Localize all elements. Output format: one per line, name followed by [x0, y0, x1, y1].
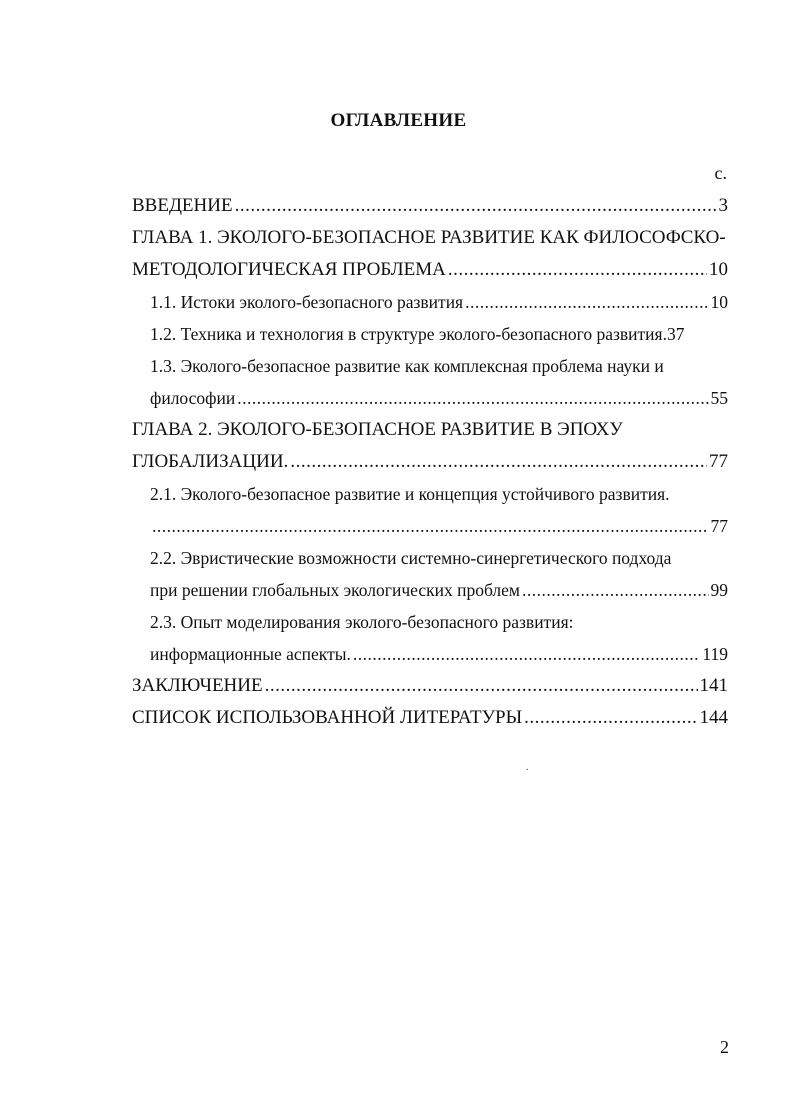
- toc-entry-section-2-2: [132, 542, 728, 574]
- toc-entry-page: 77: [709, 451, 728, 472]
- toc-entry-conclusion: [132, 670, 728, 702]
- toc-entry-chapter-1: [132, 222, 728, 254]
- toc-entry-text: 2.1. Эколого-безопасное развитие и концепция устойчивого развития.: [150, 484, 670, 504]
- toc-entry-section-1-3: [132, 350, 728, 382]
- toc-entry-chapter-1-cont: [132, 254, 728, 286]
- toc-entry-text-cont: МЕТОДОЛОГИЧЕСКАЯ ПРОБЛЕМА: [132, 259, 446, 280]
- page-title: ОГЛАВЛЕНИЕ: [330, 110, 467, 131]
- toc-entry-text-cont: информационные аспекты.: [150, 644, 351, 664]
- toc-entry-text: ЗАКЛЮЧЕНИЕ: [132, 675, 263, 696]
- toc-entry-section-2-3-cont: [132, 638, 728, 670]
- toc-entry-section-2-1: [132, 478, 728, 510]
- toc-entry-section-2-2-cont: [132, 574, 728, 606]
- toc-entry-text-cont: философии: [150, 388, 236, 408]
- toc-leader-dots: [237, 382, 708, 414]
- toc-entry-page: 119: [702, 644, 728, 664]
- toc-entry-page: 141: [699, 675, 728, 696]
- toc-entry-chapter-2-cont: [132, 446, 728, 478]
- toc-entry-page: 77: [710, 516, 728, 536]
- toc-entry-text: 2.3. Опыт моделирования эколого-безопасного развития:: [150, 612, 574, 632]
- toc-entry-section-2-3: [132, 606, 728, 638]
- toc-entry-page: 10: [710, 292, 728, 312]
- table-of-contents: [132, 190, 728, 734]
- toc-entry-page: 55: [710, 388, 728, 408]
- toc-leader-dots: [265, 670, 698, 702]
- toc-entry-page: 144: [699, 707, 728, 728]
- toc-entry-text: СПИСОК ИСПОЛЬЗОВАННОЙ ЛИТЕРАТУРЫ: [132, 707, 523, 728]
- toc-entry-text: 1.1. Истоки эколого-безопасного развития: [150, 292, 464, 312]
- page-column-label: с.: [714, 163, 727, 183]
- page-number: 2: [720, 1037, 729, 1057]
- toc-leader-dots: [353, 638, 701, 670]
- toc-entry-introduction: [132, 190, 728, 222]
- toc-entry-page: 99: [710, 580, 728, 600]
- toc-entry-section-2-1-cont: [132, 510, 728, 542]
- toc-entry-text-cont: ГЛОБАЛИЗАЦИИ.: [132, 451, 289, 472]
- toc-leader-dots: [522, 574, 709, 606]
- toc-entry-text: 1.3. Эколого-безопасное развитие как комплексная проблема науки и: [150, 356, 664, 376]
- toc-entry-text: 2.2. Эвристические возможности системно-синергетического подхода: [150, 548, 672, 568]
- toc-leader-dots: [448, 254, 707, 286]
- toc-entry-chapter-2: [132, 414, 728, 446]
- toc-entry-text: 1.2. Техника и технология в структуре эколого-безопасного развития.: [150, 324, 667, 344]
- toc-leader-dots: [465, 286, 708, 318]
- toc-entry-section-1-2: [132, 318, 728, 350]
- toc-leader-dots: [152, 510, 709, 542]
- toc-leader-dots: [290, 446, 707, 478]
- toc-entry-page: 10: [709, 259, 728, 280]
- toc-leader-dots: [235, 190, 717, 222]
- toc-entry-text-cont: при решении глобальных экологических проблем: [150, 580, 520, 600]
- toc-leader-dots: [524, 702, 697, 734]
- stray-mark: .: [526, 762, 529, 773]
- toc-entry-text: ГЛАВА 2. ЭКОЛОГО-БЕЗОПАСНОЕ РАЗВИТИЕ В ЭПОХУ: [132, 419, 623, 440]
- toc-entry-bibliography: [132, 702, 728, 734]
- toc-entry-page: 3: [718, 195, 728, 216]
- toc-entry-section-1-1: [132, 286, 728, 318]
- toc-entry-text: ВВЕДЕНИЕ: [132, 195, 233, 216]
- toc-entry-page: 37: [666, 324, 685, 344]
- toc-entry-text: ГЛАВА 1. ЭКОЛОГО-БЕЗОПАСНОЕ РАЗВИТИЕ КАК ФИЛОСОФСКО-: [132, 227, 726, 248]
- toc-entry-section-1-3-cont: [132, 382, 728, 414]
